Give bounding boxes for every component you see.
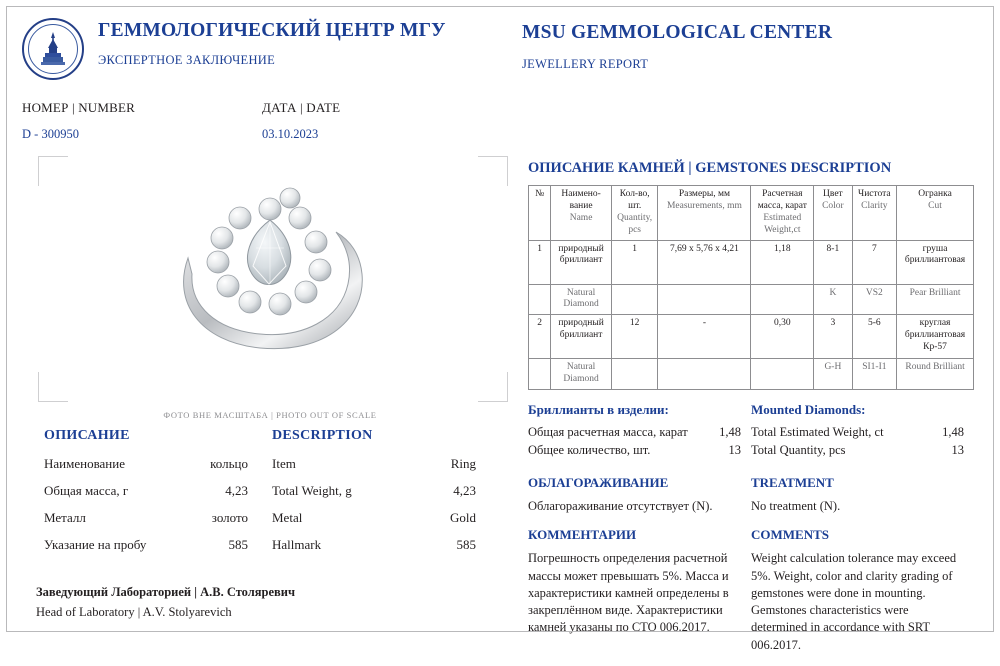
col-no-ru: №: [535, 189, 545, 199]
diamond-ring-illustration: [130, 162, 410, 372]
cell-quantity: 1: [611, 240, 658, 284]
cell-color-ru: 8-1: [814, 240, 852, 284]
cell-measurements: 7,69 x 5,76 x 4,21: [658, 240, 751, 284]
description-en-heading: DESCRIPTION: [272, 428, 373, 443]
treatment-en-text: No treatment (N).: [751, 499, 841, 513]
gemstones-heading: ОПИСАНИЕ КАМНЕЙ | GEMSTONES DESCRIPTION: [528, 160, 892, 176]
col-measurements-ru: Размеры, мм: [678, 189, 731, 199]
cell-no: 1: [529, 240, 551, 284]
col-name-en: Name: [569, 212, 593, 223]
col-color-en: Color: [822, 200, 844, 211]
treatment-en-heading: TREATMENT: [751, 475, 834, 490]
ring-image: [130, 162, 410, 372]
col-quantity-en: Quantity, pcs: [617, 212, 653, 235]
report-type-en: JEWELLERY REPORT: [522, 57, 649, 71]
row-label: Указание на пробу: [44, 537, 147, 552]
col-cut-en: Cut: [928, 200, 942, 211]
cell-measurements: -: [658, 315, 751, 359]
cell-clarity-ru: 7: [852, 240, 897, 284]
cell-quantity: 12: [611, 315, 658, 359]
treatment-ru-heading: ОБЛАГОРАЖИВАНИЕ: [528, 475, 669, 490]
col-color-ru: Цвет: [823, 189, 843, 199]
comments-en-heading: COMMENTS: [751, 527, 829, 543]
cell-cut-en: Round Brilliant: [897, 359, 974, 390]
report-date-label: ДАТА | DATE: [262, 100, 341, 115]
col-clarity-ru: Чистота: [858, 189, 891, 199]
totals-label: Общее количество, шт.: [528, 443, 651, 457]
cell-clarity-ru: 5-6: [852, 315, 897, 359]
cell-no: 2: [529, 315, 551, 359]
row-value: 4,23: [225, 483, 248, 498]
comments-ru-text: Погрешность определения расчетной массы может превышать 5%. Масса и характеристики камней определены в закреплённом виде. Характеристики камней указаны по СТО 006.2017.: [528, 551, 729, 635]
report-type-ru: ЭКСПЕРТНОЕ ЗАКЛЮЧЕНИЕ: [98, 53, 276, 68]
cell-name-ru: природный бриллиант: [551, 315, 612, 359]
row-value: Ring: [450, 456, 476, 471]
photo-corner-bottom-left: [38, 372, 68, 402]
totals-en-heading: Mounted Diamonds:: [751, 402, 866, 417]
photo-corner-bottom-right: [478, 372, 508, 402]
row-label: Наименование: [44, 456, 125, 471]
msu-logo-icon: [22, 18, 84, 80]
row-label: Total Weight, g: [272, 483, 352, 498]
row-value: 585: [228, 537, 248, 552]
report-number-value: D - 300950: [22, 127, 79, 141]
description-ru-heading: ОПИСАНИЕ: [44, 428, 130, 443]
photo-corner-top-right: [478, 156, 508, 186]
report-number-label: НОМЕР | NUMBER: [22, 100, 136, 115]
org-title-ru: ГЕММОЛОГИЧЕСКИЙ ЦЕНТР МГУ: [98, 20, 446, 41]
cell-cut-en: Pear Brilliant: [897, 284, 974, 315]
comments-ru-heading: КОММЕНТАРИИ: [528, 527, 637, 543]
comments-en-text: Weight calculation tolerance may exceed 5%. Weight, color and clarity grading of gemstones were done in mounting. Gemstones characteristics were determined in accordance with SRT 006.2017.: [751, 551, 957, 652]
totals-value: 1,48: [942, 425, 964, 439]
row-label: Hallmark: [272, 537, 322, 552]
cell-name-ru: природный бриллиант: [551, 240, 612, 284]
row-value: золото: [211, 510, 248, 525]
cell-name-en: Natural Diamond: [551, 284, 612, 315]
totals-ru-heading: Бриллианты в изделии:: [528, 402, 669, 417]
row-label: Металл: [44, 510, 86, 525]
col-quantity-ru: Кол-во, шт.: [619, 189, 650, 211]
cell-clarity-en: VS2: [852, 284, 897, 315]
photo-corner-top-left: [38, 156, 68, 186]
cell-cut-ru: груша бриллиантовая: [897, 240, 974, 284]
cell-color-ru: 3: [814, 315, 852, 359]
tower-glyph-icon: [40, 32, 66, 66]
col-measurements-en: Measurements, mm: [666, 200, 742, 211]
row-label: Item: [272, 456, 296, 471]
totals-value: 1,48: [719, 425, 741, 439]
cell-cut-ru: круглая бриллиантовая Кр-57: [897, 315, 974, 359]
totals-value: 13: [951, 443, 964, 457]
treatment-ru-text: Облагораживание отсутствует (N).: [528, 499, 713, 513]
row-label: Общая масса, г: [44, 483, 129, 498]
cell-weight: 1,18: [751, 240, 814, 284]
col-clarity-en: Clarity: [861, 200, 888, 211]
row-label: Metal: [272, 510, 303, 525]
signature-line-ru: Заведующий Лабораторией | А.В. Столяревич: [36, 585, 296, 600]
signature-line-en: Head of Laboratory | A.V. Stolyarevich: [36, 604, 232, 619]
col-cut-ru: Огранка: [918, 189, 952, 199]
signature-block: [36, 583, 295, 622]
col-name-ru: Наимено-вание: [561, 189, 601, 211]
row-value: Gold: [450, 510, 476, 525]
cell-name-en: Natural Diamond: [551, 359, 612, 390]
report-date-value: 03.10.2023: [262, 127, 319, 141]
row-value: 585: [456, 537, 476, 552]
row-value: 4,23: [453, 483, 476, 498]
photo-caption: ФОТО ВНЕ МАСШТАБА | PHOTO OUT OF SCALE: [163, 410, 377, 420]
org-title-en: MSU GEMMOLOGICAL CENTER: [522, 22, 833, 43]
ring-photo: [22, 154, 518, 420]
col-weight-ru: Расчетная масса, карат: [757, 189, 807, 211]
totals-label: Total Quantity, pcs: [751, 443, 846, 457]
cell-color-en: K: [814, 284, 852, 315]
row-value: кольцо: [210, 456, 248, 471]
totals-label: Total Estimated Weight, ct: [751, 425, 884, 439]
cell-clarity-en: SI1-I1: [852, 359, 897, 390]
totals-value: 13: [728, 443, 741, 457]
col-weight-en: Estimated Weight,ct: [763, 212, 802, 235]
cell-weight: 0,30: [751, 315, 814, 359]
cell-color-en: G-H: [814, 359, 852, 390]
totals-label: Общая расчетная масса, карат: [528, 425, 688, 439]
